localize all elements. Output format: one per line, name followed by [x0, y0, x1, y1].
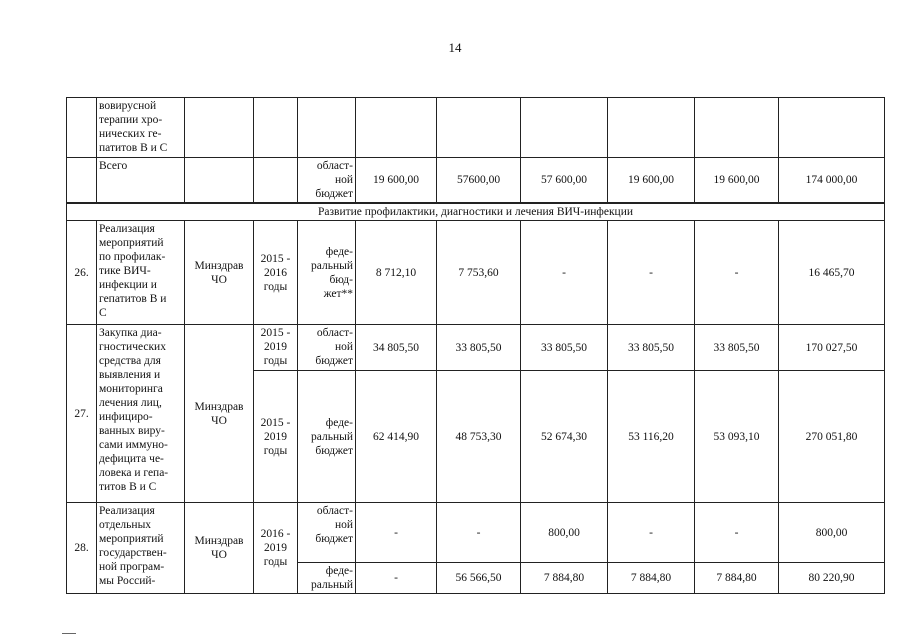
cell-name: Реализация мероприятий по профилак- тике ВИЧ- инфекции и гепатитов В и С	[97, 221, 185, 325]
cell-exec: Минздрав ЧО	[185, 221, 254, 325]
cell-v2019: 53 093,10	[695, 371, 779, 503]
table-row-continuation	[67, 98, 885, 158]
cell-v2019: 33 805,50	[695, 325, 779, 371]
cell-v2018: -	[608, 503, 695, 563]
budget-table	[66, 97, 885, 594]
cell-v2016	[437, 98, 521, 158]
cell-name: Всего	[97, 158, 185, 204]
cell-v2017: 33 805,50	[521, 325, 608, 371]
cell-v2018: 33 805,50	[608, 325, 695, 371]
cell-exec	[185, 98, 254, 158]
cell-v2019	[695, 98, 779, 158]
cell-v2016: -	[437, 503, 521, 563]
cell-period: 2015 - 2019 годы	[254, 325, 298, 371]
cell-exec: Минздрав ЧО	[185, 325, 254, 503]
cell-sum: 16 465,70	[779, 221, 885, 325]
cell-num	[67, 158, 97, 204]
cell-v2017: 7 884,80	[521, 563, 608, 594]
cell-v2018: 19 600,00	[608, 158, 695, 204]
cell-v2018: 53 116,20	[608, 371, 695, 503]
cell-exec	[185, 158, 254, 204]
cell-v2015: 19 600,00	[356, 158, 437, 204]
cell-v2019: 7 884,80	[695, 563, 779, 594]
table-row-28-regional	[67, 503, 885, 563]
cell-v2019: 19 600,00	[695, 158, 779, 204]
cell-source: феде- ральный	[298, 563, 356, 594]
cell-source: област- ной бюджет	[298, 503, 356, 563]
section-title: Развитие профилактики, диагностики и лечения ВИЧ-инфекции	[67, 203, 885, 221]
cell-period: 2015 - 2016 годы	[254, 221, 298, 325]
table-row-total	[67, 158, 885, 204]
cell-exec: Минздрав ЧО	[185, 503, 254, 594]
cell-v2017: 52 674,30	[521, 371, 608, 503]
cell-period: 2016 - 2019 годы	[254, 503, 298, 594]
cell-v2017: 57 600,00	[521, 158, 608, 204]
cell-source: феде- ральный бюд- жет**	[298, 221, 356, 325]
table-row-27-regional	[67, 325, 885, 371]
cell-name: Закупка диа- гностических средства для выявления и мониторинга лечения лиц, инфициро- ванных виру- сами иммуно- дефицита че- ловека и гепа- титов В и С	[97, 325, 185, 503]
page-number: 14	[448, 40, 462, 55]
cell-sum	[779, 98, 885, 158]
cell-v2017: 800,00	[521, 503, 608, 563]
cell-v2016: 7 753,60	[437, 221, 521, 325]
cell-v2019: -	[695, 221, 779, 325]
cell-sum: 174 000,00	[779, 158, 885, 204]
cell-v2015	[356, 98, 437, 158]
cell-sum: 80 220,90	[779, 563, 885, 594]
cell-sum: 270 051,80	[779, 371, 885, 503]
cell-v2018: 7 884,80	[608, 563, 695, 594]
cell-v2016: 48 753,30	[437, 371, 521, 503]
cell-source: област- ной бюджет	[298, 158, 356, 204]
cell-v2015: -	[356, 563, 437, 594]
cell-v2017	[521, 98, 608, 158]
cell-sum: 800,00	[779, 503, 885, 563]
cell-v2019: -	[695, 503, 779, 563]
table-row-26	[67, 221, 885, 325]
cell-num	[67, 98, 97, 158]
cell-name: вовирусной терапии хро- нических ге- патитов В и С	[97, 98, 185, 158]
cell-source: феде- ральный бюджет	[298, 371, 356, 503]
cell-period	[254, 98, 298, 158]
cell-period	[254, 158, 298, 204]
cell-v2018: -	[608, 221, 695, 325]
cell-v2016: 33 805,50	[437, 325, 521, 371]
cell-v2017: -	[521, 221, 608, 325]
cell-v2016: 56 566,50	[437, 563, 521, 594]
cell-source: област- ной бюджет	[298, 325, 356, 371]
cell-name: Реализация отдельных мероприятий государствен- ной програм- мы Россий-	[97, 503, 185, 594]
cell-source	[298, 98, 356, 158]
cell-v2015: 34 805,50	[356, 325, 437, 371]
cell-num: 27.	[67, 325, 97, 503]
cell-v2018	[608, 98, 695, 158]
cell-v2015: 8 712,10	[356, 221, 437, 325]
cell-period: 2015 - 2019 годы	[254, 371, 298, 503]
scan-artifact-line	[62, 633, 76, 634]
cell-num: 28.	[67, 503, 97, 594]
cell-v2016: 57600,00	[437, 158, 521, 204]
cell-v2015: -	[356, 503, 437, 563]
cell-v2015: 62 414,90	[356, 371, 437, 503]
cell-sum: 170 027,50	[779, 325, 885, 371]
cell-num: 26.	[67, 221, 97, 325]
section-header-row	[67, 203, 885, 221]
